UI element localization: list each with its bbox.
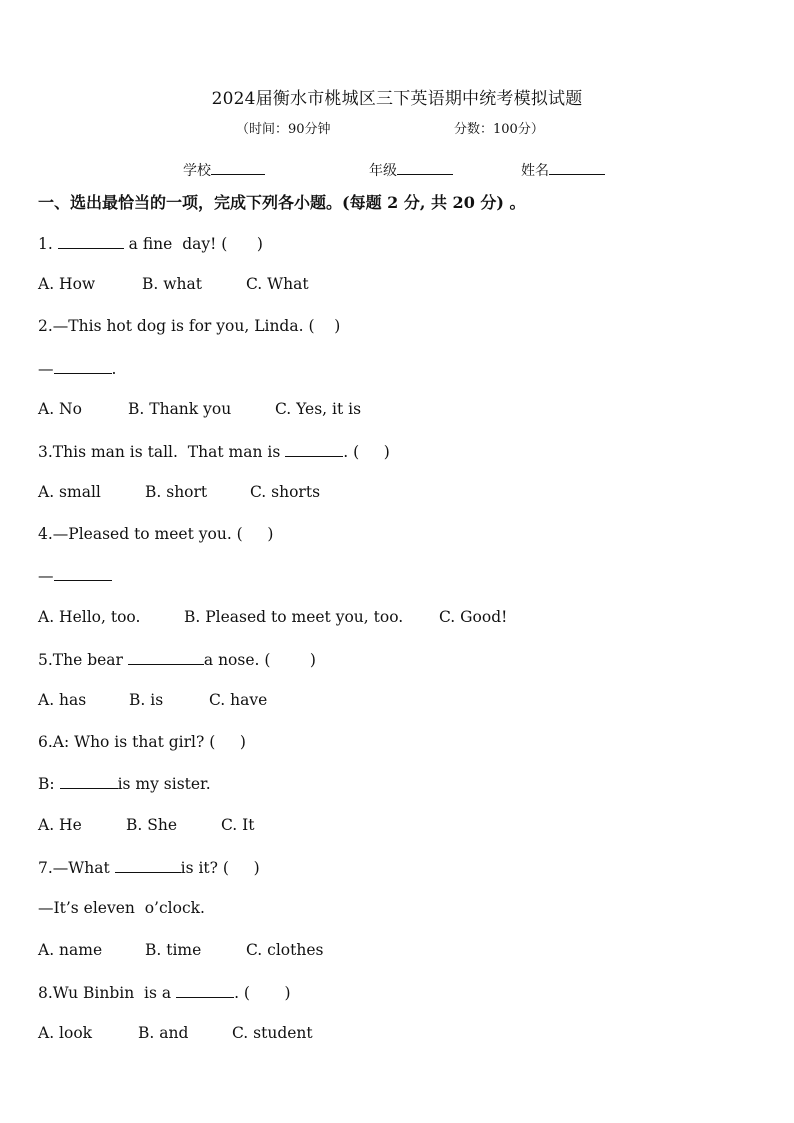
question-4-option-c[interactable]: C. Good! xyxy=(439,608,508,626)
question-8 xyxy=(38,983,291,1002)
question-4-options xyxy=(38,608,507,626)
question-2-option-a[interactable]: A. No xyxy=(38,400,82,418)
question-8-option-c[interactable]: C. student xyxy=(232,1024,313,1042)
question-5-text: 5.The bear xyxy=(38,651,123,669)
question-5-blank[interactable] xyxy=(128,650,204,665)
question-1-text: a fine day! ( ) xyxy=(128,235,263,253)
question-6-option-c[interactable]: C. It xyxy=(221,816,255,834)
question-4-reply xyxy=(38,566,112,585)
question-1-prefix: 1. xyxy=(38,235,53,253)
question-1-option-c[interactable]: C. What xyxy=(246,275,309,293)
question-2-blank[interactable] xyxy=(54,359,112,374)
question-4-reply-dash: — xyxy=(38,567,54,585)
question-2-option-b[interactable]: B. Thank you xyxy=(128,400,232,418)
question-8-blank[interactable] xyxy=(176,983,234,998)
question-1-option-b[interactable]: B. what xyxy=(142,275,202,293)
question-3-text: 3.This man is tall. That man is xyxy=(38,443,281,461)
question-7-blank[interactable] xyxy=(115,858,181,873)
question-8-text: 8.Wu Binbin is a xyxy=(38,984,172,1002)
question-4-option-a[interactable]: A. Hello, too. xyxy=(38,608,141,626)
question-7-option-b[interactable]: B. time xyxy=(145,941,202,959)
question-7-end: is it? ( ) xyxy=(180,859,260,877)
question-1 xyxy=(38,234,263,253)
question-3-end: . ( ) xyxy=(343,443,390,461)
name-blank[interactable] xyxy=(549,160,605,175)
question-6-reply-end: is my sister. xyxy=(117,775,211,793)
question-2-reply-end: . xyxy=(111,360,117,378)
question-4: 4.—Pleased to meet you. ( ) xyxy=(38,525,274,543)
question-8-options xyxy=(38,1024,313,1042)
question-5 xyxy=(38,650,316,669)
school-blank[interactable] xyxy=(211,160,265,175)
question-8-option-b[interactable]: B. and xyxy=(138,1024,189,1042)
question-8-end: . ( ) xyxy=(234,984,291,1002)
exam-score: 分数：100分） xyxy=(454,122,544,137)
school-field xyxy=(183,160,265,180)
question-1-option-a[interactable]: A. How xyxy=(38,275,96,293)
question-5-end: a nose. ( ) xyxy=(203,651,316,669)
name-field xyxy=(521,160,605,180)
question-2-reply xyxy=(38,359,116,378)
question-3-blank[interactable] xyxy=(285,442,343,457)
question-5-option-a[interactable]: A. has xyxy=(38,691,87,709)
question-5-option-b[interactable]: B. is xyxy=(129,691,164,709)
grade-label: 年级 xyxy=(369,163,397,179)
question-4-option-b[interactable]: B. Pleased to meet you, too. xyxy=(184,608,404,626)
question-6-option-b[interactable]: B. She xyxy=(126,816,178,834)
question-3-option-c[interactable]: C. shorts xyxy=(250,483,321,501)
question-3-option-b[interactable]: B. short xyxy=(145,483,208,501)
grade-field xyxy=(369,160,453,180)
question-7-reply: —It’s eleven o’clock. xyxy=(38,899,205,917)
question-7-options xyxy=(38,941,323,959)
section-heading: 一、选出最恰当的一项，完成下列各小题。(每题 2 分, 共 20 分) 。 xyxy=(38,193,526,212)
question-5-option-c[interactable]: C. have xyxy=(209,691,268,709)
question-2-option-c[interactable]: C. Yes, it is xyxy=(275,400,362,418)
question-8-option-a[interactable]: A. look xyxy=(38,1024,93,1042)
question-2-options xyxy=(38,400,361,418)
question-6: 6.A: Who is that girl? ( ) xyxy=(38,733,246,751)
exam-title: 2024届衡水市桃城区三下英语期中统考模拟试题 xyxy=(211,89,583,109)
question-6-blank[interactable] xyxy=(60,774,118,789)
question-7-option-a[interactable]: A. name xyxy=(38,941,103,959)
question-6-option-a[interactable]: A. He xyxy=(38,816,82,834)
question-2-reply-dash: — xyxy=(38,360,54,378)
school-label: 学校 xyxy=(183,163,211,179)
exam-time: （时间：90分钟 xyxy=(236,122,331,137)
question-6-reply-speaker: B: xyxy=(38,775,55,793)
question-3 xyxy=(38,442,390,461)
question-6-options xyxy=(38,816,255,834)
question-7-option-c[interactable]: C. clothes xyxy=(246,941,324,959)
question-7-text: 7.—What xyxy=(38,859,110,877)
question-7 xyxy=(38,858,260,877)
question-5-options xyxy=(38,691,267,709)
question-2: 2.—This hot dog is for you, Linda. ( ) xyxy=(38,317,341,335)
question-6-reply xyxy=(38,774,211,793)
grade-blank[interactable] xyxy=(397,160,453,175)
question-3-option-a[interactable]: A. small xyxy=(38,483,101,501)
question-1-options xyxy=(38,275,309,293)
question-1-blank[interactable] xyxy=(58,234,124,249)
name-label: 姓名 xyxy=(521,163,549,179)
question-4-blank[interactable] xyxy=(54,566,112,581)
question-3-options xyxy=(38,483,320,501)
